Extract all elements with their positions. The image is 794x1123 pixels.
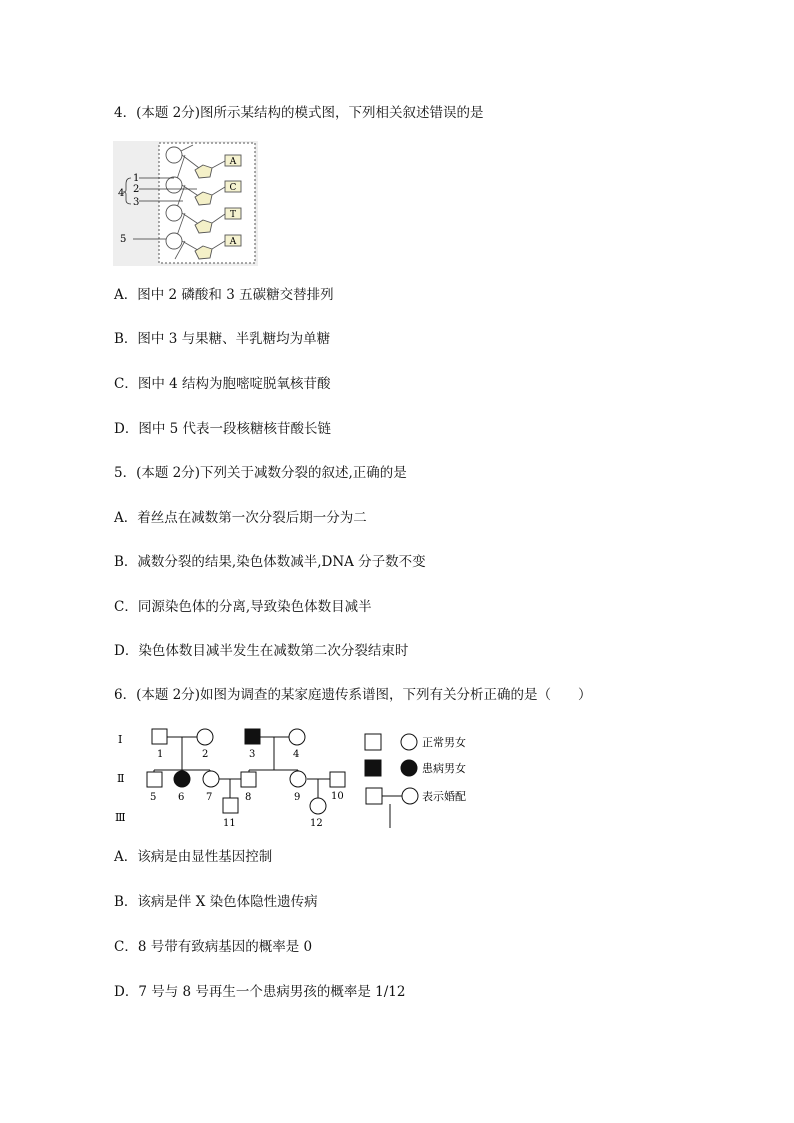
label-4: 4 [118, 188, 125, 199]
individual-number: 1 [157, 749, 164, 760]
q4-option-a: A．图中 2 磷酸和 3 五碳糖交替排列 [114, 287, 334, 303]
legend-mating: 表示婚配 [422, 790, 466, 803]
individual-number: 5 [150, 792, 157, 803]
individual-number: 6 [178, 792, 185, 803]
q5-option-c: C．同源染色体的分离,导致染色体数目减半 [114, 599, 372, 615]
dna-structure-figure [113, 141, 258, 270]
label-1: 1 [133, 173, 140, 184]
generation-label: Ⅲ [115, 811, 126, 824]
q4-option-b: B．图中 3 与果糖、半乳糖均为单糖 [114, 331, 331, 347]
individual-number: 4 [293, 749, 300, 760]
individual-number: 2 [202, 749, 209, 760]
q5-option-b: B．减数分裂的结果,染色体数减半,DNA 分子数不变 [114, 554, 426, 570]
generation-label: Ⅰ [118, 733, 123, 746]
legend-affected: 患病男女 [422, 762, 466, 775]
base-label: A [229, 157, 237, 167]
q5-option-a: A．着丝点在减数第一次分裂后期一分为二 [114, 510, 367, 526]
individual-number: 8 [245, 792, 252, 803]
base-label: C [229, 183, 237, 193]
q6-option-a: A．该病是由显性基因控制 [114, 849, 273, 865]
individual-number: 9 [294, 792, 301, 803]
q4-option-c: C．图中 4 结构为胞嘧啶脱氧核苷酸 [114, 376, 331, 392]
legend-normal: 正常男女 [422, 736, 466, 749]
q6-stem: 6．(本题 2分)如图为调查的某家庭遗传系谱图，下列有关分析正确的是（ ） [114, 687, 592, 703]
individual-number: 10 [331, 791, 344, 802]
q6-option-d: D．7 号与 8 号再生一个患病男孩的概率是 1/12 [114, 984, 406, 1000]
base-label: A [229, 237, 237, 247]
individual-number: 11 [223, 818, 236, 829]
pedigree-chart [108, 722, 508, 836]
individual-number: 12 [310, 818, 323, 829]
q4-stem: 4．(本题 2分)图所示某结构的模式图，下列相关叙述错误的是 [114, 105, 484, 121]
q4-option-d: D．图中 5 代表一段核糖核苷酸长链 [114, 421, 331, 437]
label-5: 5 [120, 234, 127, 245]
label-3: 3 [133, 197, 140, 208]
individual-number: 7 [206, 792, 213, 803]
generation-label: Ⅱ [117, 772, 125, 785]
q6-option-b: B．该病是伴 X 染色体隐性遗传病 [114, 894, 318, 910]
label-2: 2 [133, 184, 140, 195]
q5-stem: 5．(本题 2分)下列关于减数分裂的叙述,正确的是 [114, 465, 407, 481]
q6-option-c: C．8 号带有致病基因的概率是 0 [114, 939, 313, 955]
individual-number: 3 [249, 749, 256, 760]
q5-option-d: D．染色体数目减半发生在减数第二次分裂结束时 [114, 643, 409, 659]
base-label: T [229, 210, 237, 220]
